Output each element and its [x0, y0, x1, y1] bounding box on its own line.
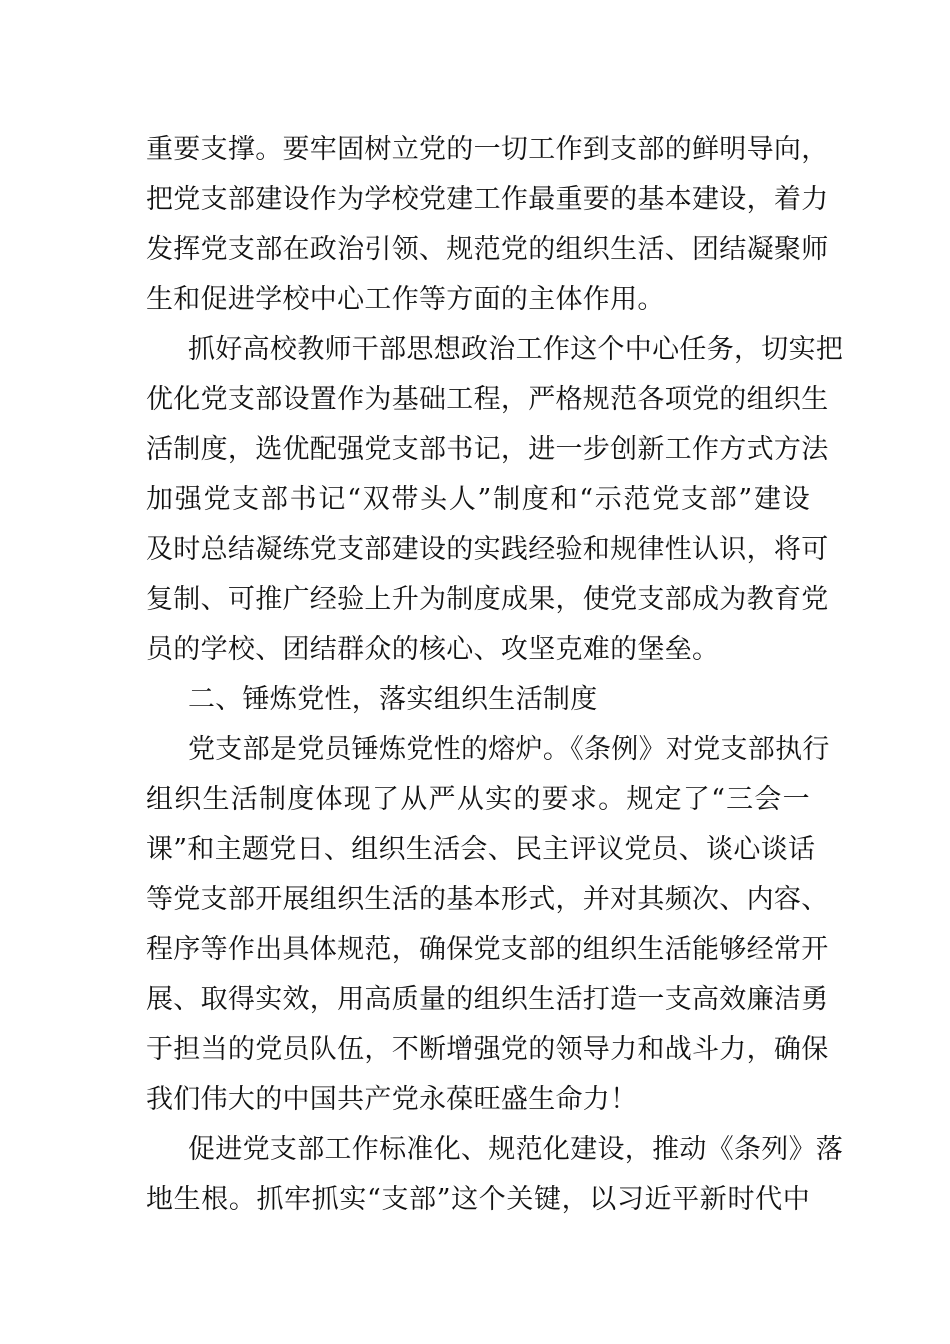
paragraph-3-line-2: 组织生活制度体现了从严从实的要求。规定了“三会一 [146, 784, 810, 815]
paragraph-2-line-3: 活制度，选优配强党支部书记，进一步创新工作方式方法 [146, 434, 829, 465]
paragraph-3-line-5: 程序等作出具体规范，确保党支部的组织生活能够经常开 [146, 934, 829, 965]
paragraph-2-line-2: 优化党支部设置作为基础工程，严格规范各项党的组织生 [146, 384, 829, 415]
paragraph-1-line-2: 把党支部建设作为学校党建工作最重要的基本建设，着力 [146, 184, 829, 215]
paragraph-4-line-1: 促进党支部工作标准化、规范化建设，推动《条列》落 [188, 1134, 844, 1165]
paragraph-3-line-3: 课”和主题党日、组织生活会、民主评议党员、谈心谈话 [146, 834, 816, 865]
paragraph-3-line-7: 于担当的党员队伍，不断增强党的领导力和战斗力，确保 [146, 1034, 829, 1065]
paragraph-3-line-4: 等党支部开展组织生活的基本形式，并对其频次、内容、 [146, 884, 829, 915]
paragraph-4-line-2: 地生根。抓牢抓实“支部”这个关键，以习近平新时代中 [146, 1184, 810, 1215]
paragraph-2-line-4: 加强党支部书记“双带头人”制度和“示范党支部”建设 [146, 484, 810, 515]
paragraph-1-line-4: 生和促进学校中心工作等方面的主体作用。 [146, 284, 665, 315]
paragraph-2-line-6: 复制、可推广经验上升为制度成果，使党支部成为教育党 [146, 584, 829, 615]
paragraph-1-line-3: 发挥党支部在政治引领、规范党的组织生活、团结凝聚师 [146, 234, 829, 265]
section-heading: 二、锤炼党性，落实组织生活制度 [188, 684, 598, 715]
paragraph-2-line-7: 员的学校、团结群众的核心、攻坚克难的堡垒。 [146, 634, 720, 665]
paragraph-3-line-6: 展、取得实效，用高质量的组织生活打造一支高效廉洁勇 [146, 984, 829, 1015]
paragraph-1-line-1: 重要支撑。要牢固树立党的一切工作到支部的鲜明导向， [146, 134, 829, 165]
paragraph-3-line-1: 党支部是党员锤炼党性的熔炉。《条例》对党支部执行 [188, 734, 830, 765]
paragraph-2-line-1: 抓好高校教师干部思想政治工作这个中心任务，切实把 [188, 334, 844, 365]
paragraph-3-line-8: 我们伟大的中国共产党永葆旺盛生命力！ [146, 1084, 638, 1115]
paragraph-2-line-5: 及时总结凝练党支部建设的实践经验和规律性认识，将可 [146, 534, 829, 565]
